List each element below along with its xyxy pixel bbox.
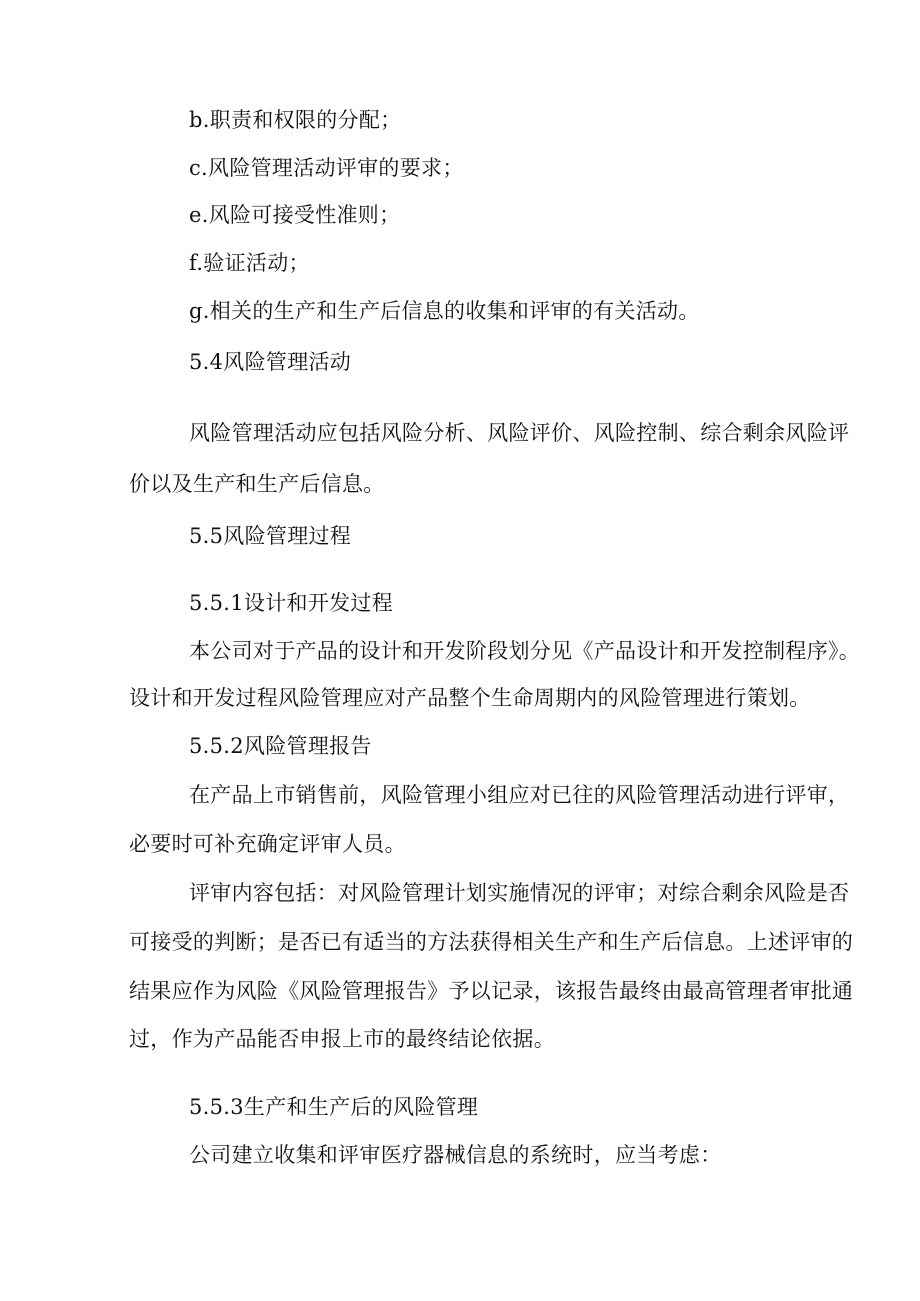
paragraph-5-4-line-2: 价以及生产和生产后信息。: [129, 472, 385, 496]
section-heading-5-5-2: 5.5.2风险管理报告: [189, 734, 372, 758]
section-heading-5-5-1: 5.5.1设计和开发过程: [189, 591, 394, 615]
paragraph-5-5-2a-line-2: 必要时可补充确定评审人员。: [129, 832, 406, 856]
paragraph-5-5-2b-line-2: 可接受的判断；是否已有适当的方法获得相关生产和生产后信息。上述评审的: [129, 930, 854, 954]
section-heading-5-5: 5.5风险管理过程: [189, 524, 352, 548]
paragraph-5-4-line-1: 风险管理活动应包括风险分析、风险评价、风险控制、综合剩余风险评: [189, 421, 850, 445]
paragraph-5-5-2a-line-1: 在产品上市销售前，风险管理小组应对已往的风险管理活动进行评审，: [189, 783, 850, 807]
paragraph-5-5-2b-line-4: 过，作为产品能否申报上市的最终结论依据。: [129, 1027, 555, 1051]
list-item-c: c.风险管理活动评审的要求；: [189, 156, 464, 180]
paragraph-5-5-1-line-2: 设计和开发过程风险管理应对产品整个生命周期内的风险管理进行策划。: [129, 686, 811, 710]
list-item-e: e.风险可接受性准则；: [189, 203, 401, 227]
list-item-b: b.职责和权限的分配；: [189, 108, 402, 132]
section-heading-5-5-3: 5.5.3生产和生产后的风险管理: [189, 1095, 479, 1119]
paragraph-5-5-3-line-1: 公司建立收集和评审医疗器械信息的系统时，应当考虑：: [189, 1143, 722, 1167]
list-item-g: g.相关的生产和生产后信息的收集和评审的有关活动。: [189, 299, 700, 323]
paragraph-5-5-2b-line-3: 结果应作为风险《风险管理报告》予以记录，该报告最终由最高管理者审批通: [129, 979, 854, 1003]
paragraph-5-5-2b-line-1: 评审内容包括：对风险管理计划实施情况的评审；对综合剩余风险是否: [189, 881, 850, 905]
section-heading-5-4: 5.4风险管理活动: [189, 350, 352, 374]
list-item-f: f.验证活动；: [189, 251, 310, 275]
paragraph-5-5-1-line-1: 本公司对于产品的设计和开发阶段划分见《产品设计和开发控制程序》。: [189, 639, 861, 663]
